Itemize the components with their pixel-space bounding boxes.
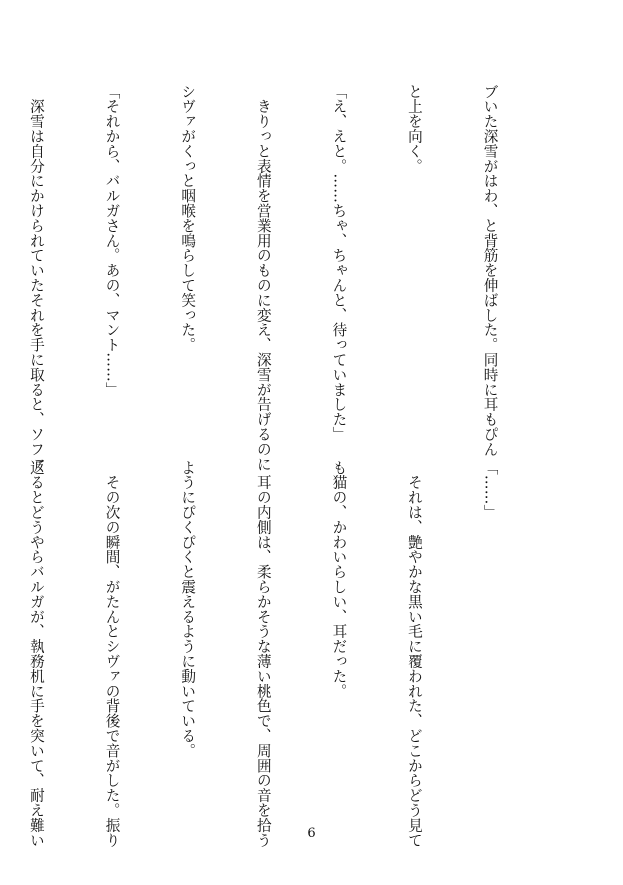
text-block-upper: [27, 84, 553, 472]
page-number: 6: [307, 826, 316, 841]
text-column: 「それから、バルガさん。あの、マント……」: [103, 84, 121, 397]
text-column: それは、艶やかな黒い毛に覆われた、どこからどう見て: [405, 460, 423, 848]
text-column: 耳の内側は、柔らかそうな薄い桃色で、周囲の音を拾う: [254, 460, 272, 848]
text-column: ブいた深雪がはわ、と背筋を伸ばした。同時に耳もぴん: [481, 84, 499, 457]
text-column: と上を向く。: [405, 84, 423, 174]
text-block-lower: [27, 460, 553, 848]
text-column: 「……」: [481, 460, 499, 520]
text-column: きりっと表情を営業用のものに変え、深雪が告げるのに: [254, 84, 272, 472]
text-column: その次の瞬間、がたんとシヴァの背後で音がした。振り: [103, 460, 121, 848]
text-column: も猫の、かわいらしい、耳だった。: [330, 460, 348, 699]
text-column: 深雪は自分にかけられていたそれを手に取ると、ソファ: [27, 84, 45, 472]
text-column: 「え、えと。……ちゃ、ちゃんと、待っていました」: [330, 84, 348, 442]
text-column: シヴァがくっと咽喉を鳴らして笑った。: [179, 84, 197, 353]
text-column: ようにぴくぴくと震えるように動いている。: [179, 460, 197, 758]
text-column: 返るとどうやらバルガが、執務机に手を突いて、耐え難い: [27, 460, 45, 848]
